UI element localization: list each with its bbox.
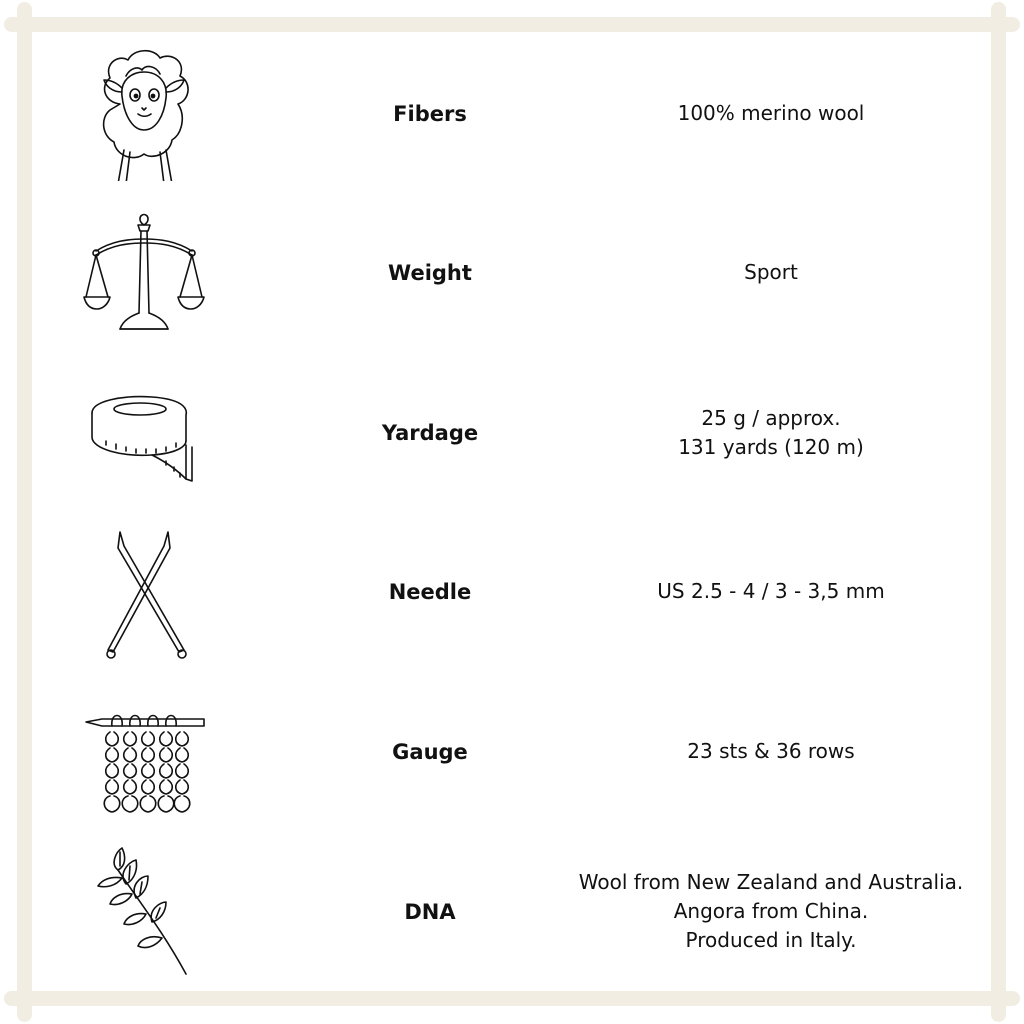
spec-label: Needle: [388, 579, 472, 604]
spec-value-line: Produced in Italy.: [685, 928, 857, 952]
spec-value-line: 131 yards (120 m): [678, 434, 864, 459]
spec-value: [552, 832, 990, 991]
spec-value: [552, 512, 990, 671]
scale-icon: [82, 205, 206, 340]
spec-label: DNA: [404, 899, 456, 924]
frame-bottom: [4, 991, 1020, 1006]
spec-label: Weight: [388, 260, 472, 285]
leaf-branch-icon: [82, 844, 206, 979]
frame-right: [991, 2, 1006, 1022]
spec-value-line: 23 sts & 36 rows: [687, 739, 855, 763]
spec-value: [552, 353, 990, 512]
spec-row-yardage: [32, 353, 991, 512]
spec-row-weight: [32, 193, 991, 352]
spec-row-dna: [32, 832, 991, 991]
knit-swatch-icon: [82, 684, 206, 819]
spec-row-needle: [32, 512, 991, 671]
spec-value-line: 25 g / approx.: [701, 405, 841, 430]
spec-value-line: Sport: [744, 260, 798, 284]
measuring-tape-icon: [82, 365, 206, 500]
knitting-needles-icon: [82, 524, 206, 659]
spec-label: Fibers: [393, 101, 467, 126]
spec-row-fibers: [32, 34, 991, 193]
spec-value: [552, 34, 990, 193]
spec-value: [552, 193, 990, 352]
spec-row-gauge: [32, 672, 991, 831]
spec-value-line: 100% merino wool: [677, 101, 865, 125]
spec-value-line: Angora from China.: [673, 899, 869, 923]
spec-label: Gauge: [392, 739, 468, 764]
spec-value-line: US 2.5 - 4 / 3 - 3,5 mm: [657, 579, 885, 603]
spec-value: [552, 672, 990, 831]
frame-top: [4, 17, 1020, 32]
sheep-icon: [82, 46, 206, 181]
frame-left: [17, 2, 32, 1022]
spec-label: Yardage: [381, 420, 479, 445]
spec-value-line: Wool from New Zealand and Australia.: [578, 870, 964, 894]
